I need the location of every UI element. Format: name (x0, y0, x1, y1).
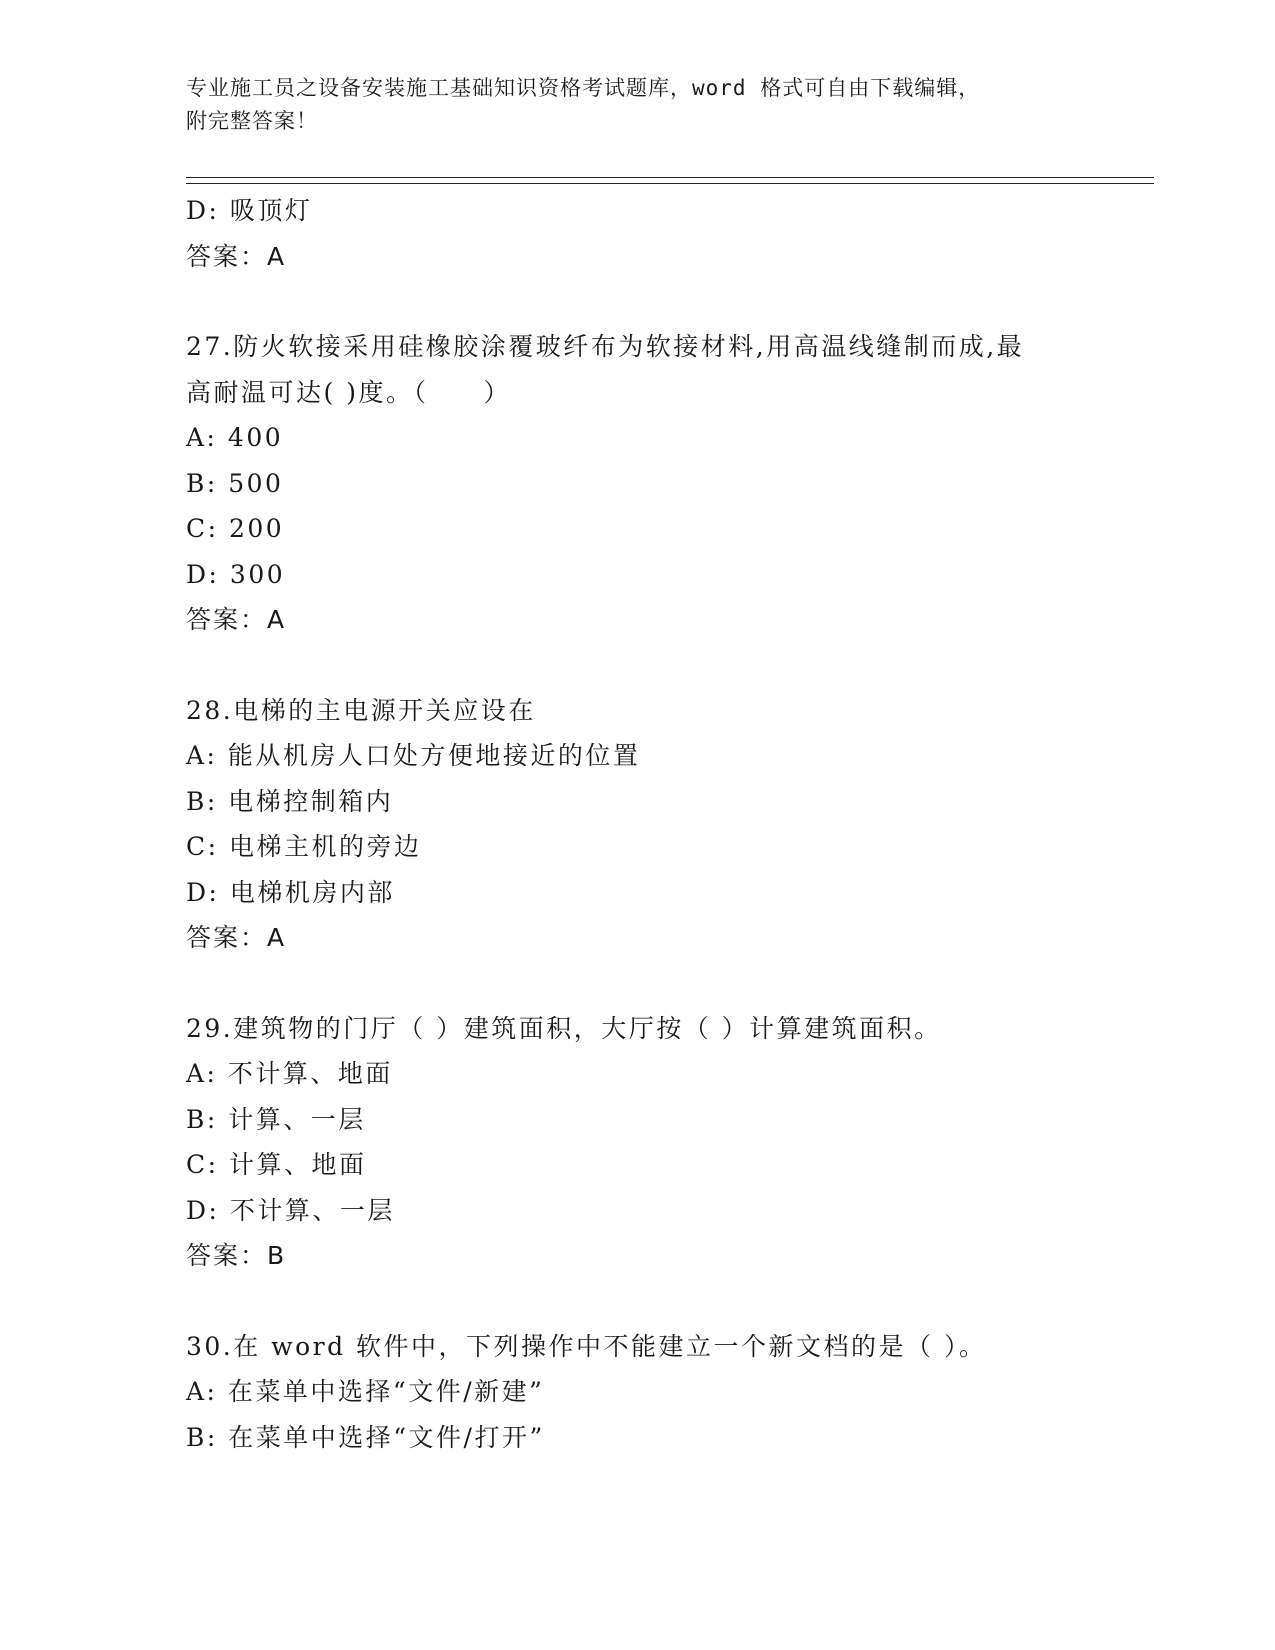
option-b: B: 在菜单中选择“文件/打开” (186, 1422, 545, 1452)
answer: 答案：A (186, 923, 287, 952)
question-27 (186, 324, 1154, 643)
question-content (186, 188, 1154, 1460)
option-d: D: 300 (186, 559, 286, 589)
option-a: A: 在菜单中选择“文件/新建” (186, 1377, 545, 1406)
option-d: D: 不计算、一层 (186, 1195, 395, 1225)
option-d: D: 电梯机房内部 (186, 877, 395, 907)
question-29 (186, 1006, 1154, 1279)
option-b: B: 电梯控制箱内 (186, 786, 394, 816)
option-b: B: 500 (186, 468, 284, 498)
option-a: A: 400 (186, 423, 284, 452)
question-stem: 27.防火软接采用硅橡胶涂覆玻纤布为软接材料,用高温线缝制而成,最 (186, 332, 1025, 361)
answer: 答案：B (186, 1241, 287, 1270)
answer: 答案：A (186, 605, 287, 634)
document-header (186, 72, 1086, 138)
option-c: C: 200 (186, 514, 285, 543)
option-c: C: 电梯主机的旁边 (186, 832, 422, 861)
question-stem-continued: 高耐温可达( )度。（ ） (186, 377, 511, 407)
header-line-1: 专业施工员之设备安装施工基础知识资格考试题库，word 格式可自由下载编辑， (186, 76, 981, 100)
question-30 (186, 1324, 1154, 1461)
option-c: C: 计算、地面 (186, 1150, 367, 1179)
prev-option-d: D: 吸顶灯 (186, 196, 313, 225)
prev-answer: 答案：A (186, 241, 287, 271)
question-stem: 30.在 word 软件中，下列操作中不能建立一个新文档的是（ ）。 (186, 1331, 987, 1361)
option-a: A: 能从机房人口处方便地接近的位置 (186, 741, 641, 770)
question-stem: 29.建筑物的门厅（ ）建筑面积，大厅按（ ）计算建筑面积。 (186, 1013, 942, 1043)
header-line-2: 附完整答案！ (186, 109, 318, 133)
header-divider-top (186, 177, 1154, 178)
option-b: B: 计算、一层 (186, 1104, 366, 1134)
question-stem: 28.电梯的主电源开关应设在 (186, 695, 536, 725)
option-a: A: 不计算、地面 (186, 1059, 393, 1088)
question-28 (186, 688, 1154, 961)
header-divider-bottom (186, 183, 1154, 184)
